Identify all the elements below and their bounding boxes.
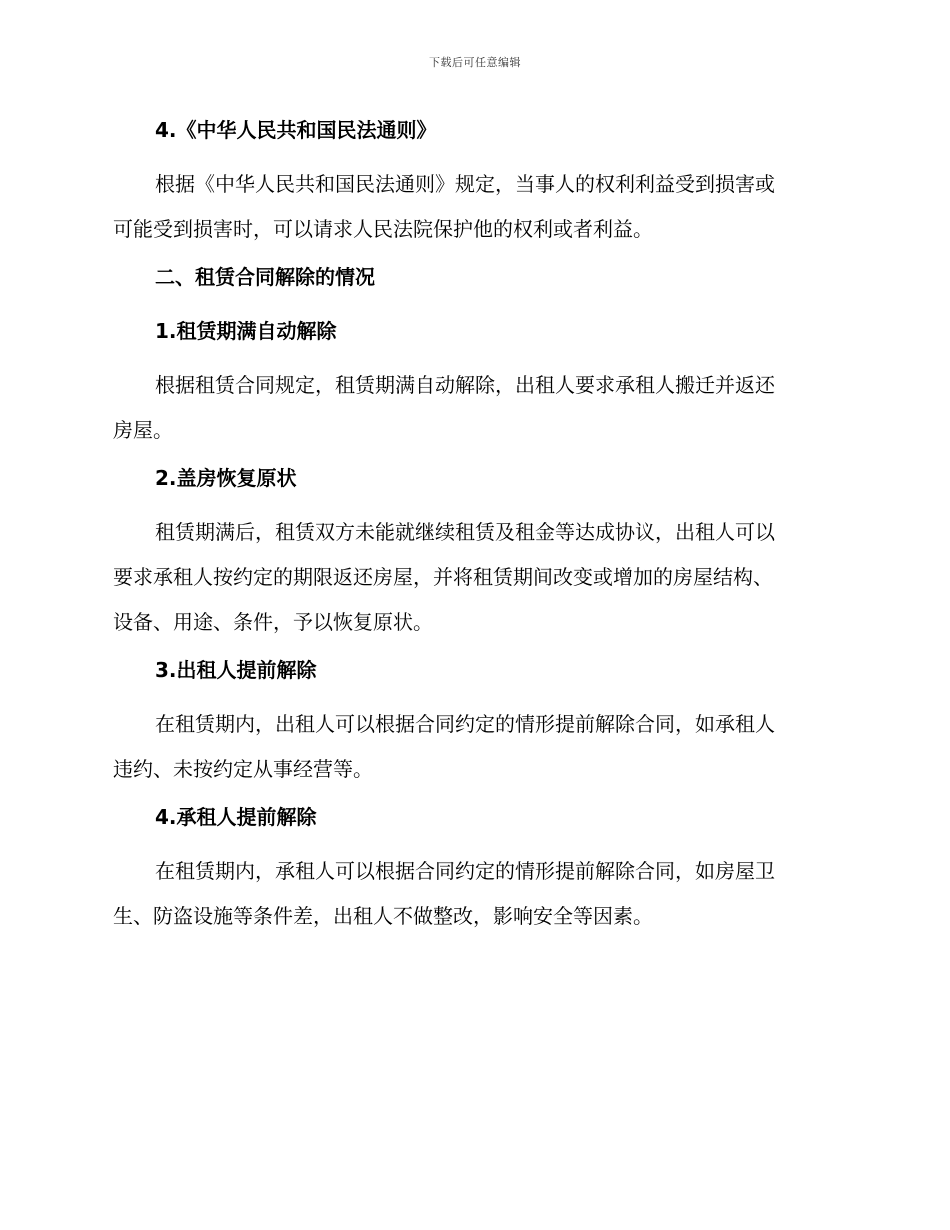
paragraph-line: 生、防盗设施等条件差，出租人不做整改，影响安全等因素。 [113,904,653,928]
paragraph-restore [113,510,833,645]
paragraph-expiry [113,363,833,453]
paragraph-line: 可能受到损害时，可以请求人民法院保护他的权利或者利益。 [113,217,653,241]
paragraph-line: 违约、未按约定从事经营等。 [113,757,373,781]
paragraph-line: 要求承租人按约定的期限返还房屋，并将租赁期间改变或增加的房屋结构、 [113,565,773,589]
section-heading-termination: 二、租赁合同解除的情况 [155,265,375,289]
paragraph-line: 在租赁期内，承租人可以根据合同约定的情形提前解除合同，如房屋卫 [155,859,775,883]
paragraph-line: 设备、用途、条件，予以恢复原状。 [113,610,433,634]
paragraph-line: 租赁期满后，租赁双方未能就继续租赁及租金等达成协议，出租人可以 [155,520,775,544]
page-header: 下载后可任意编辑 [429,56,521,69]
paragraph-line: 根据《中华人民共和国民法通则》规定，当事人的权利利益受到损害或 [155,172,775,196]
section-heading-lessor-early: 3.出租人提前解除 [155,658,317,682]
section-heading-expiry: 1.租赁期满自动解除 [155,319,337,343]
paragraph-lessee-early [113,849,833,939]
paragraph-line: 房屋。 [113,418,173,442]
document-body [113,112,833,946]
paragraph-line: 根据租赁合同规定，租赁期满自动解除，出租人要求承租人搬迁并返还 [155,373,775,397]
section-heading-lessee-early: 4.承租人提前解除 [155,805,317,829]
paragraph-civil-law [113,162,833,252]
section-heading-civil-law: 4.《中华人民共和国民法通则》 [155,118,437,142]
section-heading-restore: 2.盖房恢复原状 [155,466,297,490]
paragraph-line: 在租赁期内，出租人可以根据合同约定的情形提前解除合同，如承租人 [155,712,775,736]
paragraph-lessor-early [113,702,833,792]
